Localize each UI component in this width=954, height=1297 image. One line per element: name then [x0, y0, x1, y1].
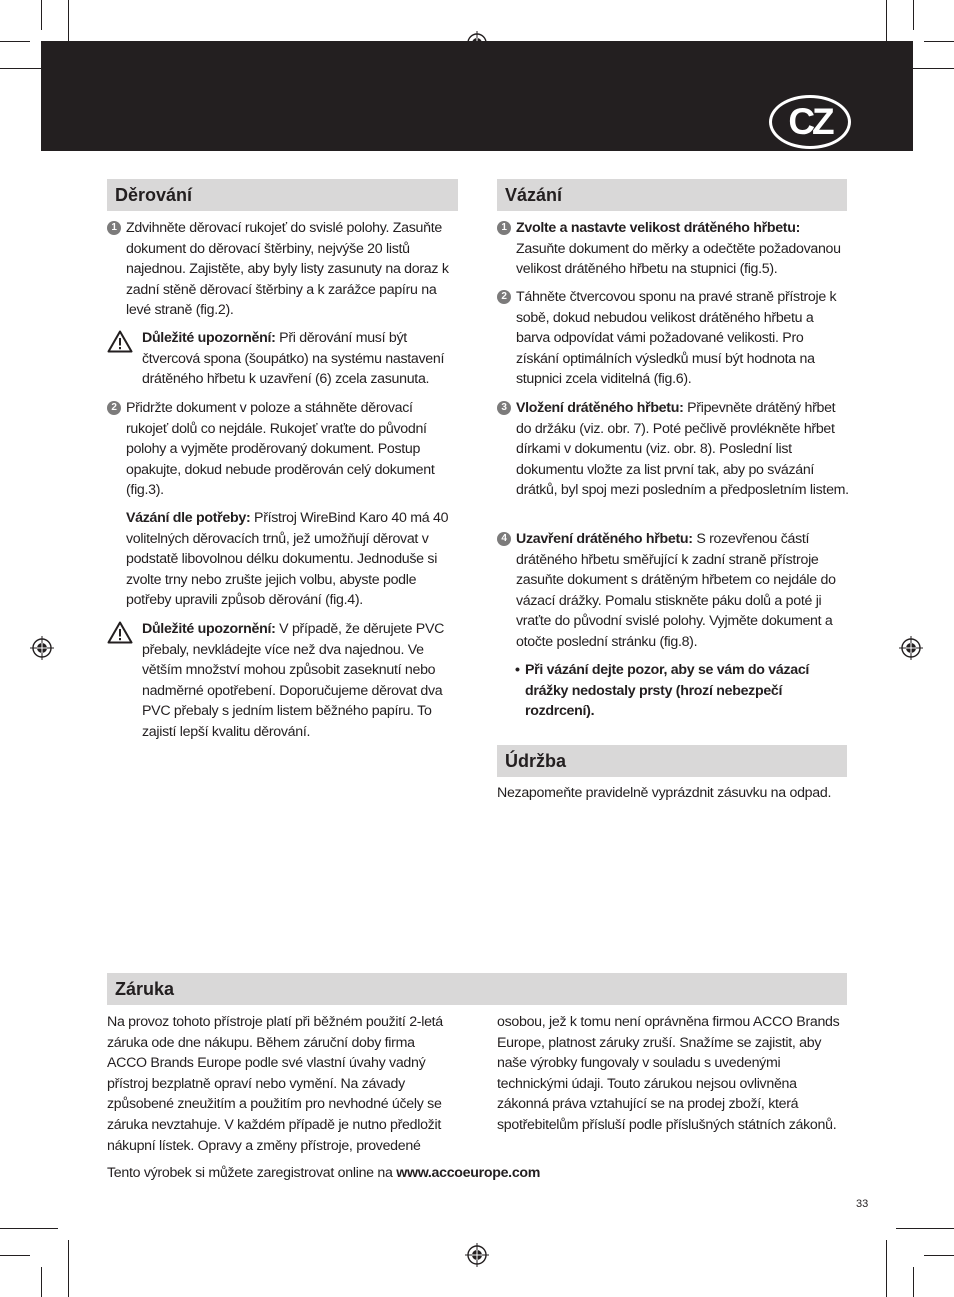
- warning-triangle-icon: [107, 330, 133, 353]
- warning-text: V případě, že děrujete PVC přebaly, nevkládejte více než dva najednou. Ve větším množství mohou způsobit zaseknutí nebo nadměrné opotřebení. Doporučujeme děrovat dva PVC přebaly s jedním listem běžného papíru. To zajistí lepší kvalitu děrování.: [142, 621, 445, 740]
- register-line: [107, 1163, 707, 1184]
- udrzba-text: Nezapomeňte pravidelně vyprázdnit zásuvku na odpad.: [497, 785, 832, 801]
- crop-mark: [0, 41, 30, 42]
- crop-mark: [41, 1267, 42, 1297]
- warning-triangle-icon: [107, 621, 133, 644]
- derovani-step-2: [107, 398, 458, 501]
- step-text: Přidržte dokument v poloze a stáhněte děrovací rukojeť dolů co nejdále. Rukojeť vraťte do původní polohy a vyjměte proděrovaný dokument. Postup opakujte, dokud nebude proděrován celý dokument (fig.3).: [126, 400, 435, 499]
- crop-mark: [913, 1267, 914, 1297]
- derovani-warning-1: [107, 328, 458, 390]
- derovani-custom-binding: [107, 508, 458, 611]
- crop-mark: [924, 1255, 954, 1256]
- step-number-icon: 1: [497, 221, 511, 235]
- registration-mark-icon: [899, 636, 923, 660]
- register-text: Tento výrobek si můžete zaregistrovat online na: [107, 1165, 397, 1181]
- step-number-icon: 4: [497, 532, 511, 546]
- section-header-derovani: Děrování: [107, 179, 458, 211]
- step-label: Uzavření drátěného hřbetu:: [516, 531, 693, 547]
- step-text: Připevněte drátěný hřbet do držáku (viz. obr. 7). Poté pečlivě provlékněte hřbet dírkami v dokumentu (viz. obr. 8). Poslední list dokumentu vložte za list první tak, aby po svázání drátků, byl spoj mezi posledním a předposletním listem.: [516, 400, 849, 499]
- warning-label: Důležité upozornění:: [142, 330, 276, 346]
- vazani-step-4: [497, 529, 849, 653]
- registration-mark-icon: [465, 1243, 489, 1267]
- bullet-icon: •: [515, 662, 520, 678]
- crop-mark: [41, 0, 42, 30]
- step-text: S rozevřenou částí drátěného hřbetu směřující k zadní straně přístroje zasuňte dokument s drátěným hřbetem co nejdále do vázací drážky. Pomalu stiskněte páku dolů a poté ji vraťte do původní svislé polohy. Vyjměte dokument a otočte poslední stránku (fig.8).: [516, 531, 836, 650]
- crop-mark: [68, 1240, 69, 1297]
- warning-label: Důležité upozornění:: [142, 621, 276, 637]
- bullet-text: Při vázání dejte pozor, aby se vám do vázací drážky nedostaly prsty (hrozí nebezpečí rozdrcení).: [525, 662, 810, 720]
- crop-mark: [886, 1240, 887, 1297]
- vazani-safety-bullet: [515, 660, 835, 722]
- step-text: Táhněte čtvercovou sponu na pravé straně přístroje k sobě, dokud nebudou velikost drátěného hřbetu a barva odpovídat vámi požadované velikosti. Pro získání optimálních výsledků musí být hodnota na stupnici zcela viditelná (fig.6).: [516, 289, 837, 388]
- warning-text: Při děrování musí být čtvercová spona (šoupátko) na systému nastavení drátěného hřbetu k uzavření (6) zcela zasunuta.: [142, 330, 445, 388]
- step-number-icon: 3: [497, 401, 511, 415]
- registration-mark-icon: [30, 636, 54, 660]
- step-text: Zdvihněte děrovací rukojeť do svislé polohy. Zasuňte dokument do děrovací štěrbiny, nejvýše 20 listů najednou. Zajistěte, aby byly listy zasunuty na doraz k zadní stěně děrovací štěrbiny a k zarážce papíru na levé straně (fig.2).: [126, 220, 449, 319]
- vazani-step-3: [497, 398, 849, 501]
- crop-mark: [924, 41, 954, 42]
- step-number-icon: 2: [107, 401, 121, 415]
- section-header-udrzba: Údržba: [497, 745, 847, 777]
- crop-mark: [896, 1228, 954, 1229]
- crop-mark: [913, 0, 914, 30]
- derovani-warning-2: [107, 619, 458, 743]
- crop-mark: [0, 1228, 58, 1229]
- section-header-zaruka: Záruka: [107, 973, 847, 1005]
- register-link[interactable]: www.accoeurope.com: [396, 1165, 541, 1181]
- custom-label: Vázání dle potřeby:: [126, 510, 251, 526]
- section-header-vazani: Vázání: [497, 179, 847, 211]
- custom-text: Přístroj WireBind Karo 40 má 40 volitelných děrovacích trnů, jež umožňují děrovat v podstatě libovolnou délku dokumentu. Jednoduše si zvolte trny nebo zrušte jejich volbu, abyste podle potřeby upravili způsob děrování (fig.4).: [126, 510, 449, 609]
- step-number-icon: 1: [107, 221, 121, 235]
- step-number-icon: 2: [497, 290, 511, 304]
- step-label: Vložení drátěného hřbetu:: [516, 400, 684, 416]
- derovani-step-1: [107, 218, 458, 321]
- crop-mark: [0, 1255, 30, 1256]
- language-badge: CZ: [769, 95, 851, 149]
- step-text: Zasuňte dokument do měrky a odečtěte požadovanou velikost drátěného hřbetu na stupnici (fig.5).: [516, 240, 841, 278]
- zaruka-column-1: Na provoz tohoto přístroje platí při běžném použití 2-letá záruka ode dne nákupu. Během záruční doby firma ACCO Brands Europe podle své vlastní úvahy vadný přístroj bezplatně opraví nebo vymění. Na závady způsobené zneužitím a použitím pro nevhodné účely se záruka nevztahuje. V každém případě je nutno předložit nákupní lístek. Opravy a změny přístroje, provedené: [107, 1014, 443, 1154]
- vazani-step-2: [497, 287, 849, 390]
- zaruka-column-2: osobou, jež k tomu není oprávněna firmou ACCO Brands Europe, platnost záruky zruší. Snažíme se zajistit, aby naše výrobky fungovaly v souladu s uvedenými technickými údaji. Touto zárukou nejsou ovlivněna zákonná práva vztahující se na prodej zboží, která spotřebitelům přísluší podle příslušných státních zákonů.: [497, 1014, 840, 1133]
- page-number: 33: [856, 1198, 869, 1210]
- vazani-step-1: [497, 218, 849, 280]
- step-label: Zvolte a nastavte velikost drátěného hřbetu:: [516, 220, 801, 236]
